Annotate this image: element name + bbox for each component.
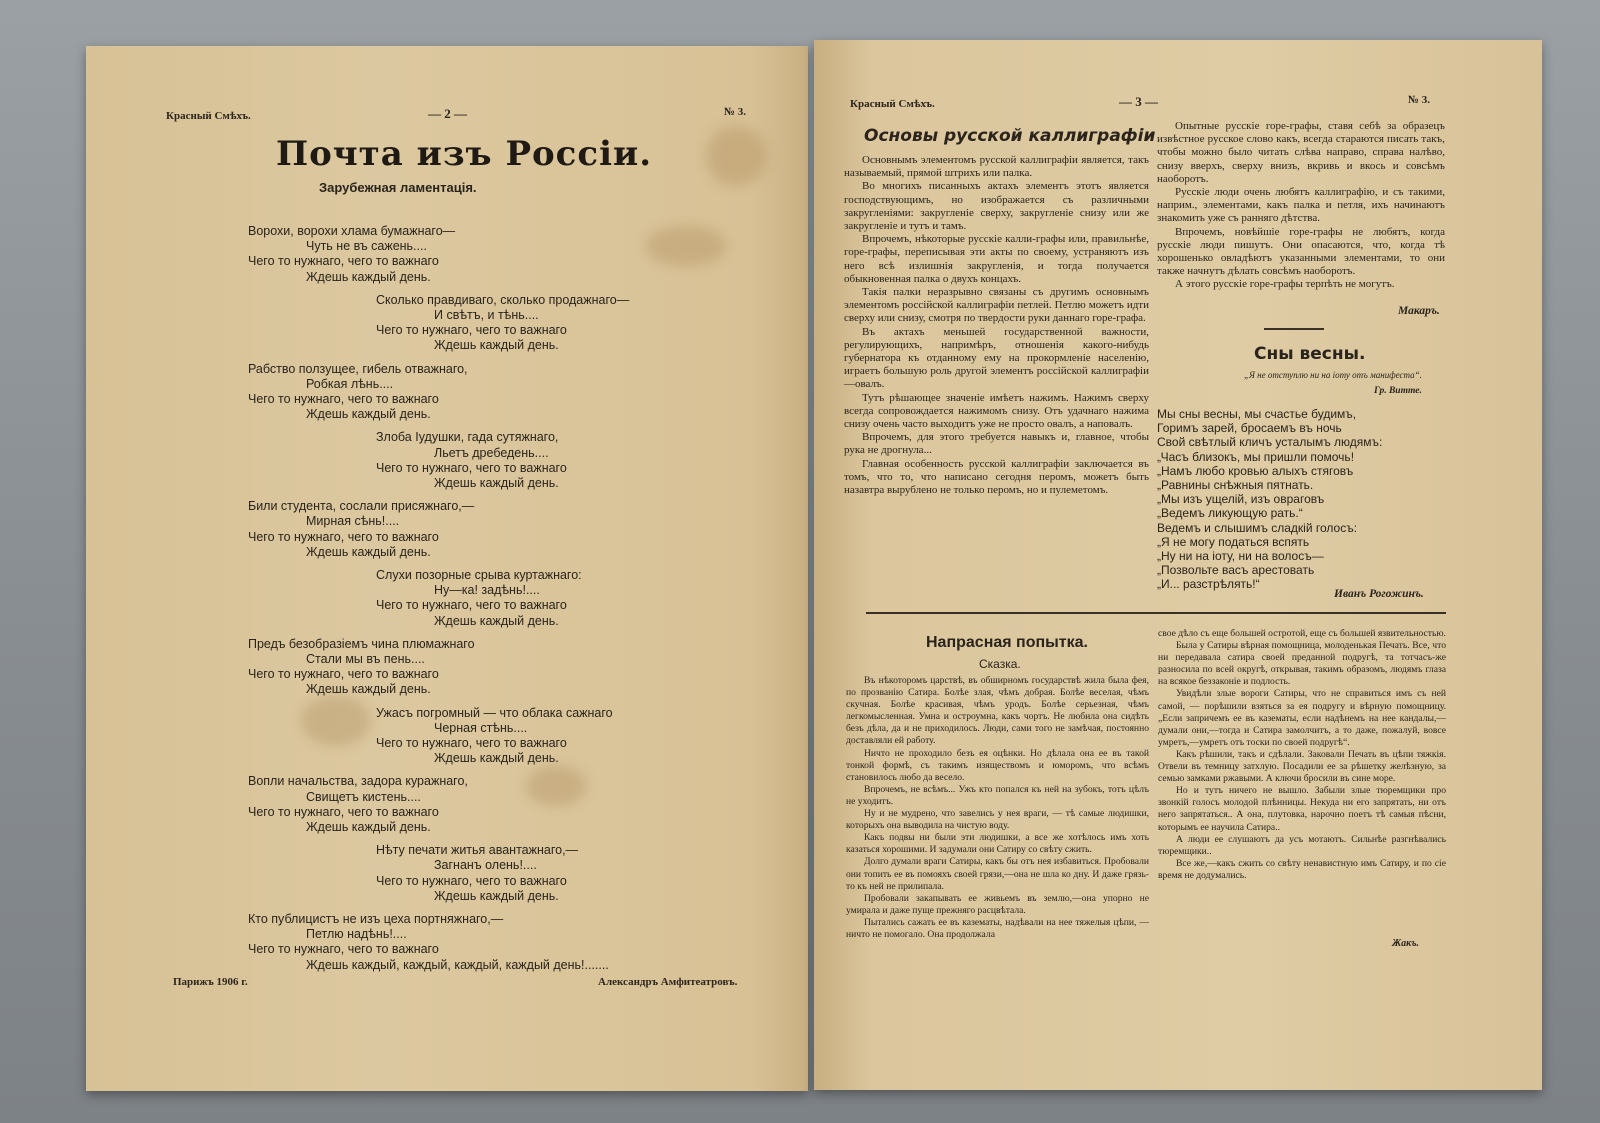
poem-line: Предъ безобразіемъ чина плюмажнаго bbox=[248, 636, 475, 651]
section-divider bbox=[1264, 328, 1324, 330]
attempt-subtitle: Сказка. bbox=[979, 657, 1021, 671]
paragraph: Ничто не проходило безъ ея оцѣнки. Но дѣлала она ее въ такой тонкой формѣ, съ такимъ изяществомъ и юморомъ, что всѣмъ становилось любо да весело. bbox=[846, 747, 1149, 783]
poem-line: Чего то нужнаго, чего то важнаго bbox=[248, 529, 439, 544]
poem-line: Чего то нужнаго, чего то важнаго bbox=[248, 392, 439, 406]
poem-line: Чего то нужнаго, чего то важнаго bbox=[376, 736, 567, 750]
header-paper-name: Красный Смѣхъ. bbox=[166, 110, 251, 122]
dreams-line: Ведемъ и слышимъ сладкій голосъ: bbox=[1157, 520, 1358, 535]
poem-line: Робкая лѣнь.... bbox=[306, 376, 394, 391]
right-page bbox=[814, 40, 1542, 1090]
poem-line: Загнанъ олень!.... bbox=[434, 858, 537, 873]
poem-line: Чего то нужнаго, чего то важнаго bbox=[376, 873, 567, 888]
calligraphy-title: Основы русской каллиграфіи bbox=[864, 126, 1156, 146]
paragraph: Какъ рѣшили, такъ и сдѣлали. Заковали Печать въ цѣпи тяжкія. Отвели въ темницу затхлую. Посадили ее за рѣшетку желѣзную, за семью замками ржавыми. А ключи бросили въ сине море. bbox=[1158, 748, 1446, 785]
dreams-line: „Ведемъ ликующую рать.“ bbox=[1157, 506, 1303, 521]
paragraph: Впрочемъ, новѣйшіе горе-графы не любятъ, когда русскіе люди пишутъ. Они опасаются, что, когда тѣ хорошенько овладѣютъ указанными элементами, то они также начнутъ дѣлать совсѣмъ наоборотъ. bbox=[1157, 225, 1445, 278]
dreams-line: „Позвольте васъ арестовать bbox=[1157, 563, 1315, 578]
paragraph: Но и тутъ ничего не вышло. Забыли злые тюремщики про звонкій голосъ молодой плѣнницы. Некуда ни его запрятать, ни отъ него запрятаться.. А она, плутовка, нарочно поетъ тѣ самыя пѣсни, которымъ ее научила Сатира.. bbox=[1158, 785, 1446, 833]
calligraphy-column-2 bbox=[1157, 120, 1445, 292]
paragraph: Долго думали враги Сатиры, какъ бы отъ нея избавиться. Пробовали они топить ее въ помояхъ своей грязи,—она не шла ко дну. И даже грязь-то къ ней не прилипала. bbox=[846, 856, 1149, 892]
poem-line: Нѣту печати житья авантажнаго,— bbox=[376, 843, 579, 858]
attempt-title: Напрасная попытка. bbox=[926, 634, 1088, 651]
paragraph: Была у Сатиры вѣрная помощница, молоденькая Печать. Все, что ни передавала сатира своей преданной подругѣ, та тотчасъ-же разносила по всей округѣ, открывая, такимъ образомъ, людямъ глаза на всякое беззаконіе и подлость. bbox=[1158, 640, 1446, 688]
paragraph: Основнымъ элементомъ русской каллиграфіи является, такъ называемый, прямой штрихъ или палка. bbox=[844, 154, 1149, 180]
poem-line: Чего то нужнаго, чего то важнаго bbox=[248, 804, 439, 819]
place-date: Парижъ 1906 г. bbox=[173, 976, 248, 988]
poem-line: Ждешь каждый день. bbox=[434, 613, 559, 628]
poem-line: Ждешь каждый день. bbox=[306, 269, 431, 284]
section-rule bbox=[866, 612, 1446, 614]
poem-line: Ну—ка! задѣнь!.... bbox=[434, 583, 540, 598]
paragraph: Въ актахъ меньшей государственной важности, регулирующихъ, напримѣръ, отношенія какого-нибудь губернатора къ отданному ему на прокормленіе населенію, играетъ большую роль другой элементъ россійской каллиграфіи—овалъ. bbox=[844, 325, 1149, 391]
poem-line: Ворохи, ворохи хлама бумажнаго— bbox=[248, 224, 456, 238]
dreams-line: „Ну ни на іоту, ни на волосъ— bbox=[1157, 549, 1324, 563]
dreams-line: „Равнины снѣжныя пятнать. bbox=[1157, 478, 1314, 492]
dreams-line: „Мы изъ ущелій, изъ овраговъ bbox=[1157, 492, 1325, 507]
poem-line: Ждешь каждый, каждый, каждый, каждый день!....... bbox=[306, 957, 609, 972]
calligraphy-signature: Макаръ. bbox=[1398, 305, 1440, 317]
paragraph: Тутъ рѣшающее значеніе имѣетъ нажимъ. Нажимъ сверху всегда сопровождается нажимомъ снизу. Отъ удачнаго нажима снизу очень часто выходитъ уже не просто овалъ, а наповалъ. bbox=[844, 391, 1149, 431]
poem-line: Ждешь каждый день. bbox=[434, 751, 559, 766]
paper-stain bbox=[706, 126, 766, 186]
attempt-signature: Жакъ. bbox=[1392, 938, 1420, 949]
header-issue-number: № 3. bbox=[724, 106, 747, 118]
paragraph: Увидѣли злые вороги Сатиры, что не справиться имъ съ ней самой, — порѣшили взяться за ея подругу и вѣрную помощницу. „Если запричемъ ее въ казематы, если надѣнемъ на нее кандалы,—думали они,—тогда и Сатира замолчитъ, а то даже, пожалуй, вовсе умретъ,—умретъ отъ тоски по своей подругѣ“. bbox=[1158, 688, 1446, 748]
poem-line: Чуть не въ сажень.... bbox=[306, 239, 427, 254]
poem-line: Ждешь каждый день. bbox=[306, 544, 431, 559]
author-signature: Александръ Амфитеатровъ. bbox=[598, 976, 738, 988]
poem-line: Слухи позорные срыва куртажнаго: bbox=[376, 568, 582, 582]
dreams-line: Свой свѣтлый кличъ усталымъ людямъ: bbox=[1157, 435, 1383, 450]
poem-line: Вопли начальства, задора куражнаго, bbox=[248, 774, 468, 789]
paragraph: А люди ее слушаютъ да усъ мотаютъ. Сильнѣе разгнѣвались тюремщики.. bbox=[1158, 833, 1446, 857]
dreams-line: „Намъ любо кровью алыхъ стяговъ bbox=[1157, 463, 1354, 478]
poem-line: Били студента, сослали присяжнаго,— bbox=[248, 499, 475, 514]
poem-line: Ждешь каждый день. bbox=[306, 682, 431, 697]
attempt-column-2 bbox=[1158, 628, 1446, 882]
poem-line: Рабство ползущее, гибель отважнаго, bbox=[248, 361, 468, 376]
paragraph: свое дѣло съ еще большей остротой, еще съ большей язвительностью. bbox=[1158, 628, 1446, 639]
paragraph: Опытные русскіе горе-графы, ставя себѣ за образецъ извѣстное русское слово какъ, всегда стараются писать такъ, чтобы можно было читать слѣва направо, справа налѣво, снизу вверхъ, сверху внизъ, вкривь и вкось и совсѣмъ наоборотъ. bbox=[1157, 120, 1445, 185]
left-page bbox=[86, 46, 808, 1091]
dreams-epigraph-author: Гр. Витте. bbox=[1374, 386, 1422, 396]
header-page-number: — 2 — bbox=[428, 106, 467, 121]
dreams-title: Сны весны. bbox=[1254, 344, 1366, 364]
paragraph: А этого русскіе горе-графы терпѣть не могутъ. bbox=[1175, 278, 1395, 291]
paper-stain bbox=[526, 766, 586, 806]
paragraph: Впрочемъ, для этого требуется навыкъ и, главное, чтобы рука не дрогнула... bbox=[844, 431, 1149, 457]
paper-stain bbox=[301, 696, 371, 746]
header-issue-number: № 3. bbox=[1408, 94, 1431, 106]
paragraph: Все же,—какъ сжить со свѣту ненавистную имъ Сатиру, и по сіе время не додумались. bbox=[1158, 857, 1446, 881]
paragraph: Впрочемъ, не всѣмъ... Ужъ кто попался къ ней на зубокъ, тотъ цѣлъ не уходитъ. bbox=[846, 783, 1149, 807]
paragraph: Русскіе люди очень любятъ каллиграфію, и съ такими, наприм., элементами, какъ палка и петля, ихъ начинаютъ знакомить уже съ ранняго дѣтства. bbox=[1157, 186, 1445, 225]
dreams-line: „И... разстрѣлять!“ bbox=[1157, 577, 1260, 592]
attempt-column-1 bbox=[846, 675, 1149, 941]
dreams-line: „Часъ близокъ, мы пришли помочь! bbox=[1157, 449, 1355, 464]
paragraph: Такія палки неразрывно связаны съ другимъ основнымъ элементомъ россійской каллиграфіи петлей. Петлю можетъ идти сверху или снизу, смотря по твердости руки даннаго горе-графа. bbox=[844, 286, 1149, 325]
paragraph: Какъ подвы ни были эти людишки, а все же хотѣлось имъ хоть казаться хорошими. И задумали они Сатиру со свѣту сжить. bbox=[846, 832, 1149, 856]
paragraph: Ну и не мудрено, что завелись у нея враги, — тѣ самые людишки, которыхъ она выводила на чистую воду. bbox=[846, 808, 1149, 832]
poem-line: Чего то нужнаго, чего то важнаго bbox=[376, 460, 567, 475]
page-title: Почта изъ Россіи. bbox=[276, 134, 653, 174]
header-paper-name: Красный Смѣхъ. bbox=[850, 98, 935, 110]
dreams-line: „Я не могу податься вспять bbox=[1157, 534, 1310, 549]
dreams-line: Горимъ зарей, бросаемъ въ ночь bbox=[1157, 421, 1342, 436]
page-subtitle: Зарубежная ламентація. bbox=[319, 180, 477, 195]
poem-line: Чего то нужнаго, чего то важнаго bbox=[248, 254, 439, 269]
paragraph: Въ нѣкоторомъ царствѣ, въ обширномъ государствѣ жила была фея, по прозванію Сатира. Болѣе злая, чѣмъ добрая. Болѣе веселая, чѣмъ скучная. Болѣе красивая, чѣмъ уродъ. Болѣе серьезная, чѣмъ легкомысленная. Умна и остроумна, какъ чортъ. Не любила она сидѣть безъ дѣла, да и не приходилось. Люди, сами того не замѣчая, постоянно доставляли ей работу. bbox=[846, 675, 1149, 747]
poem-line: Стали мы въ пень.... bbox=[306, 652, 425, 666]
poem-line: Злоба Іудушки, гада сутяжнаго, bbox=[376, 430, 559, 445]
poem-line: Чего то нужнаго, чего то важнаго bbox=[248, 942, 439, 957]
paragraph: Пытались сажать ее въ казематы, надѣвали на нее тяжелыя цѣпи, — ничто не помогало. Она продолжала bbox=[846, 916, 1149, 940]
poem-line: Чего то нужнаго, чего то важнаго bbox=[248, 667, 439, 682]
poem-line: Ждешь каждый день. bbox=[434, 476, 559, 490]
poem-line: И свѣтъ, и тѣнь.... bbox=[434, 308, 539, 322]
poem-line: Ужасъ погромный — что облака сажнаго bbox=[376, 705, 613, 720]
poem-line: Ждешь каждый день. bbox=[434, 888, 559, 903]
paragraph: Впрочемъ, нѣкоторые русскіе калли-графы или, правильнѣе, горе-графы, переписывая эти акты по своему, устраняютъ изъ него всѣ излишнія закругленія, и тогда получается обыкновенная палка о двухъ концахъ. bbox=[844, 233, 1149, 285]
dreams-signature: Иванъ Рогожинъ. bbox=[1334, 588, 1424, 600]
poem-line: Кто публицистъ не изъ цеха портняжнаго,— bbox=[248, 912, 504, 926]
paragraph: Пробовали закапывать ее живьемъ въ землю,—она упорно не умирала и даже пуще прежняго расцвѣтала. bbox=[846, 892, 1149, 916]
header-page-number: — 3 — bbox=[1119, 94, 1158, 109]
poem-line: Свищетъ кистень.... bbox=[306, 789, 421, 804]
paragraph: Во многихъ писанныхъ актахъ элементъ этотъ является господствующимъ, но изображается съ различными закругленіями: закругленіе сверху, закругленіе снизу или же закругленіе и тутъ и тамъ. bbox=[844, 180, 1149, 233]
poem-line: Сколько правдиваго, сколько продажнаго— bbox=[376, 292, 630, 307]
poem-line: Чего то нужнаго, чего то важнаго bbox=[376, 598, 567, 613]
poem-line: Чего то нужнаго, чего то важнаго bbox=[376, 323, 567, 338]
poem-line: Льетъ дребедень.... bbox=[434, 445, 549, 460]
poem-line: Петлю надѣнь!.... bbox=[306, 927, 407, 942]
poem-line: Черная стѣнь.... bbox=[434, 720, 528, 735]
dreams-epigraph: „Я не отступлю ни на іоту отъ манифеста“. bbox=[1244, 370, 1422, 380]
poem-line: Ждешь каждый день. bbox=[434, 338, 559, 353]
poem-line: Ждешь каждый день. bbox=[306, 820, 431, 834]
poem-line: Мирная сѣнь!.... bbox=[306, 514, 400, 529]
calligraphy-column-1 bbox=[844, 154, 1149, 497]
paper-stain bbox=[646, 226, 726, 266]
poem-line: Ждешь каждый день. bbox=[306, 407, 431, 422]
paragraph: Главная особенность русской каллиграфіи заключается въ томъ, что то, что написано сегодня перомъ, можетъ быть назавтра вырублено не только перомъ, но и пулеметомъ. bbox=[844, 457, 1149, 497]
dreams-line: Мы сны весны, мы счастье будимъ, bbox=[1157, 407, 1357, 421]
